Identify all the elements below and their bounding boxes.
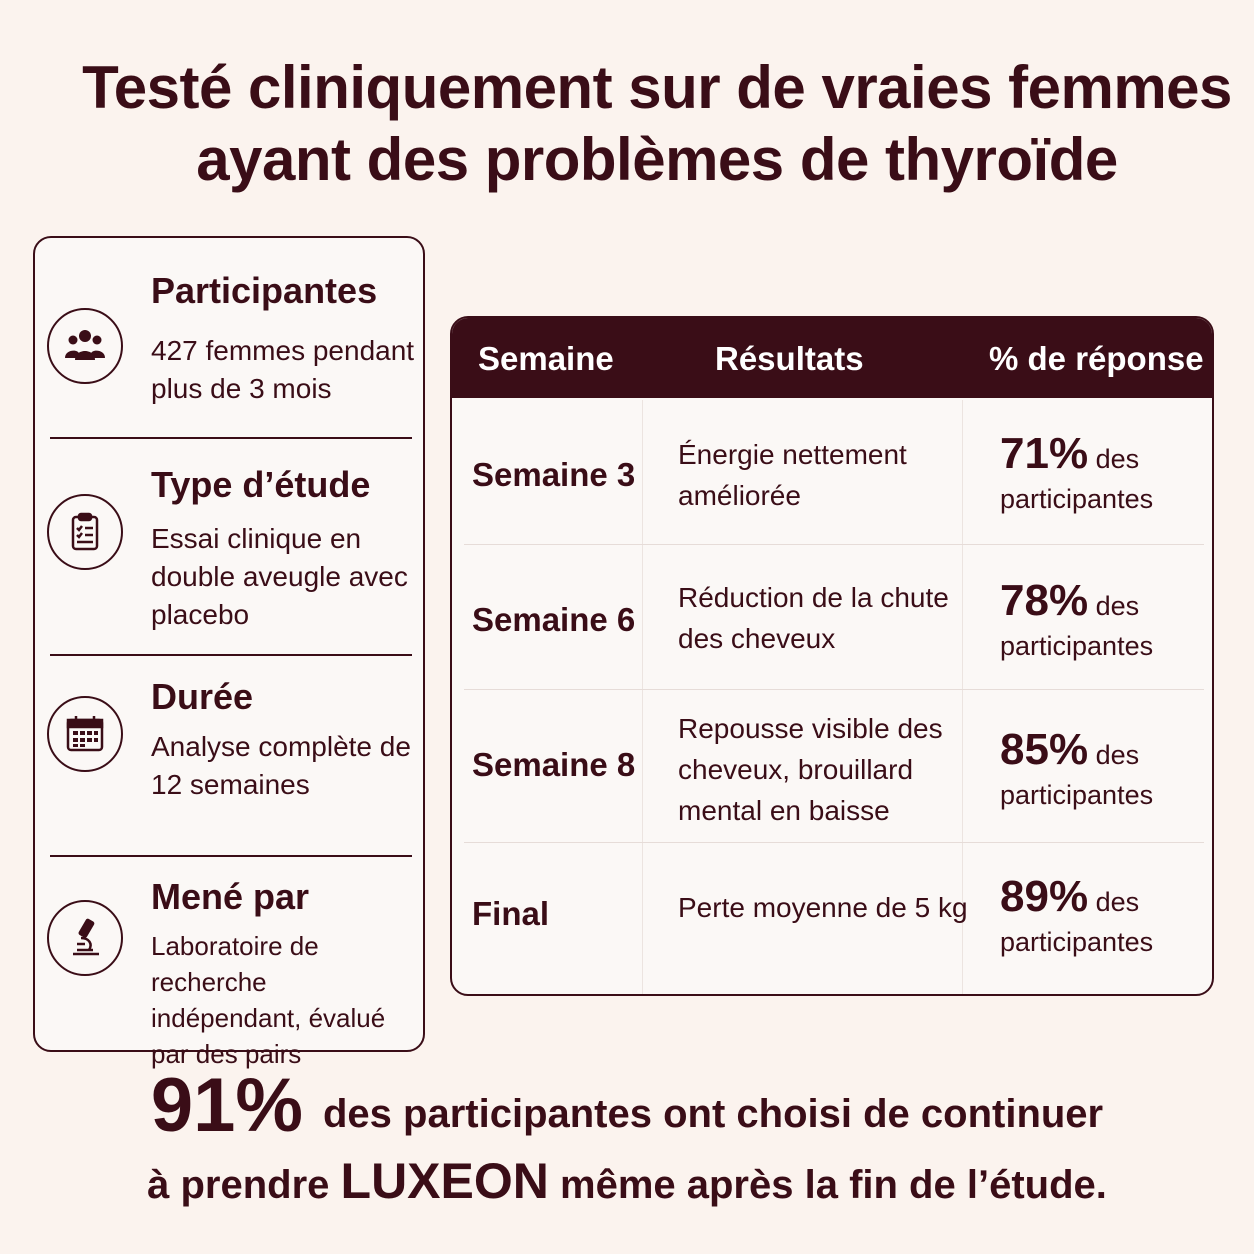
row-week: Semaine 6 xyxy=(472,601,636,638)
bottom-text-2-pre: à prendre xyxy=(147,1163,330,1207)
table-row xyxy=(464,690,1204,842)
row-week: Semaine 8 xyxy=(472,746,636,783)
info-title: Type d’étude xyxy=(151,464,371,505)
clipboard-icon xyxy=(47,494,123,570)
bottom-statement-line-1 xyxy=(0,1062,1254,1149)
info-title: Durée xyxy=(151,676,254,717)
info-text: Laboratoire de recherche indépendant, évalué par des pairs xyxy=(151,931,386,1069)
header-week: Semaine xyxy=(478,340,614,377)
percentage-suffix: des xyxy=(1095,444,1140,474)
row-percentage xyxy=(1000,429,1210,519)
brand-name: LUXEON xyxy=(340,1153,549,1209)
percentage-value: 78% xyxy=(1000,576,1089,625)
calendar-icon xyxy=(47,696,123,772)
percentage-suffix: des xyxy=(1095,887,1140,917)
row-percentage xyxy=(1000,725,1210,815)
percentage-value: 71% xyxy=(1000,429,1089,478)
headline-line-2: ayant des problèmes de thyroïde xyxy=(196,126,1118,193)
divider xyxy=(50,437,412,439)
headline xyxy=(60,52,1254,196)
row-percentage xyxy=(1000,576,1210,666)
table-header xyxy=(452,318,1212,398)
row-result: Perte moyenne de 5 kg xyxy=(678,892,968,923)
percentage-unit: participantes xyxy=(1000,780,1154,810)
bottom-percentage: 91% xyxy=(150,1063,303,1148)
info-title: Mené par xyxy=(151,876,310,917)
headline-line-1: Testé cliniquement sur de vraies femmes xyxy=(82,54,1232,121)
row-result: Repousse visible des cheveux, brouillard mental en baisse xyxy=(678,713,943,826)
percentage-value: 89% xyxy=(1000,872,1089,921)
microscope-icon xyxy=(47,900,123,976)
row-percentage xyxy=(1000,872,1210,962)
percentage-suffix: des xyxy=(1095,740,1140,770)
header-response: % de réponse xyxy=(989,340,1204,377)
row-result: Énergie nettement améliorée xyxy=(678,439,907,511)
results-table xyxy=(450,316,1214,996)
percentage-unit: participantes xyxy=(1000,631,1154,661)
table-row xyxy=(464,843,1204,993)
people-icon xyxy=(47,308,123,384)
row-week: Semaine 3 xyxy=(472,456,636,493)
study-info-card xyxy=(33,236,425,1069)
percentage-suffix: des xyxy=(1095,591,1140,621)
bottom-statement-line-2 xyxy=(0,1152,1254,1210)
table-row xyxy=(464,400,1204,544)
percentage-value: 85% xyxy=(1000,725,1089,774)
info-title: Participantes xyxy=(151,270,378,311)
header-results: Résultats xyxy=(715,340,864,377)
bottom-text-1: des participantes ont choisi de continuer xyxy=(322,1092,1104,1136)
info-text: Essai clinique en double aveugle avec placebo xyxy=(151,523,408,630)
bottom-text-2-post: même après la fin de l’étude. xyxy=(560,1163,1107,1207)
divider xyxy=(50,855,412,857)
divider xyxy=(50,654,412,656)
percentage-unit: participantes xyxy=(1000,927,1154,957)
row-week: Final xyxy=(472,895,550,932)
percentage-unit: participantes xyxy=(1000,484,1154,514)
info-text: Analyse complète de 12 semaines xyxy=(151,731,411,800)
table-row xyxy=(464,545,1204,689)
row-result: Réduction de la chute des cheveux xyxy=(678,582,949,654)
info-text: 427 femmes pendant plus de 3 mois xyxy=(151,335,415,404)
